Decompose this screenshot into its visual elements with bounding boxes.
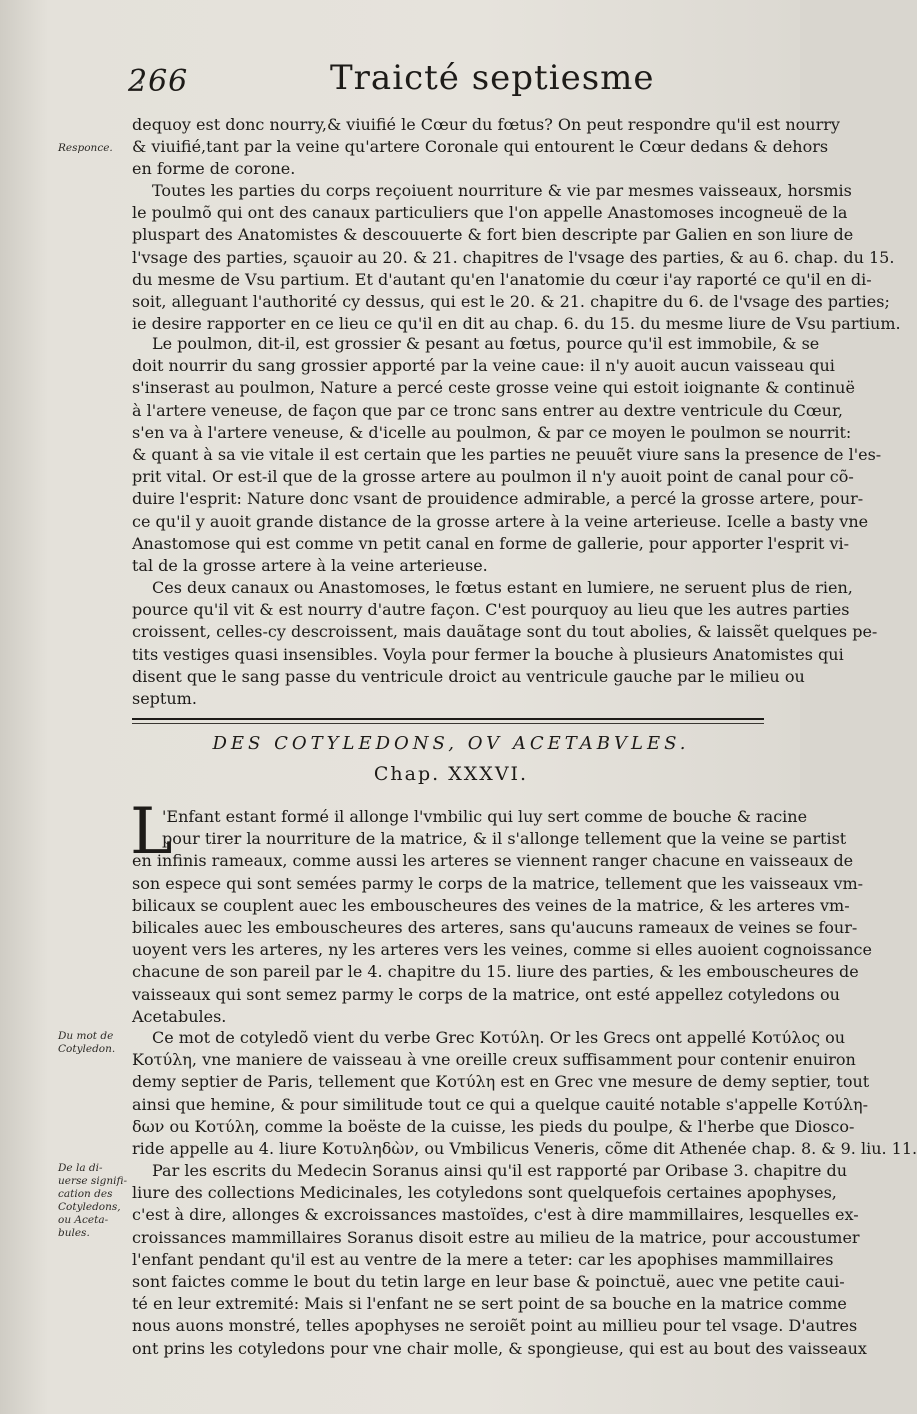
text-line: ie desire rapporter en ce lieu ce qu'il en dit au chap. 6. du 15. du mesme liure de Vsu partium. <box>132 314 901 334</box>
text-line: pour tirer la nourriture de la matrice, & il s'allonge tellement que la veine se partist <box>162 829 847 849</box>
text-line: & quant à sa vie vitale il est certain que les parties ne peuuẽt viure sans la presence de l'es- <box>132 444 882 464</box>
text-line: sont faictes comme le bout du tetin large en leur base & poinctuë, auec vne petite caui- <box>132 1271 845 1291</box>
margin-note-du-mot: Du mot de Cotyledon. <box>58 1030 116 1055</box>
text-line: δων ou Κοτύλη, comme la boëste de la cuisse, les pieds du poulpe, & l'herbe que Dioscο- <box>132 1116 855 1136</box>
drop-cap: L <box>130 795 173 869</box>
text-line: prit vital. Or est-il que de la grosse artere au poulmon il n'y auoit point de canal pour cõ- <box>132 467 854 487</box>
text-line: pluspart des Anatomistes & descouuerte & fort bien descripte par Galien en son liure de <box>132 225 854 245</box>
text-line: croissances mammillaires Soranus disoit estre au milieu de la matrice, pour accoustumer <box>132 1227 860 1247</box>
text-line: s'en va à l'artere veneuse, & d'icelle au poulmon, & par ce moyen le poulmon se nourrit: <box>132 422 852 442</box>
page-number: 266 <box>128 64 189 99</box>
text-line: bilicales auec les embouscheures des arteres, sans qu'aucuns rameaux de veines se four- <box>132 917 858 937</box>
running-title: Traicté septiesme <box>330 58 655 98</box>
text-line: doit nourrir du sang grossier apporté par la veine caue: il n'y auoit aucun vaisseau qui <box>132 356 835 376</box>
text-line: pource qu'il vit & est nourry d'autre façon. C'est pourquoy au lieu que les autres parties <box>132 600 850 620</box>
text-line: ride appelle au 4. liure Κοτυληδὼν, ou Vmbilicus Veneris, cõme dit Athenée chap. 8. & 9. liu. 11. <box>132 1138 917 1158</box>
text-line: uoyent vers les arteres, ny les arteres vers les veines, comme si elles auoient cognoissance <box>132 940 872 960</box>
paragraph-poulmon <box>132 333 882 577</box>
section-rule <box>132 718 764 720</box>
chapter-label: Chap. XXXVI. <box>373 763 529 785</box>
text-line: bilicaux se couplent auec les embouscheures des veines de la matrice, & les arteres vm- <box>132 895 850 915</box>
text-line: croissent, celles-cy descroissent, mais dauãtage sont du tout abolies, & laissẽt quelques pe- <box>132 622 878 642</box>
text-line: dequoy est donc nourry,& viuifié le Cœur du fœtus? On peut respondre qu'il est nourry <box>132 115 840 134</box>
margin-note-responce: Responce. <box>58 142 113 154</box>
text-line: septum. <box>132 688 197 708</box>
text-line: le poulmõ qui ont des canaux particuliers que l'on appelle Anastomoses incogneuë de la <box>132 203 848 223</box>
text-line: ont prins les cotyledons pour vne chair molle, & spongieuse, qui est au bout des vaisseaux <box>132 1338 867 1358</box>
text-line: liure des collections Medicinales, les cotyledons sont quelquefois certaines apophyses, <box>132 1183 837 1203</box>
text-line: en forme de corone. <box>132 159 296 179</box>
text-line: Anastomose qui est comme vn petit canal en forme de gallerie, pour apporter l'esprit vi- <box>132 533 850 553</box>
margin-note-diverse-signification: De la di-uerse signifi-cation des Cotyledons, ou Aceta-bules. <box>58 1162 128 1239</box>
text-line: l'vsage des parties, sçauoir au 20. & 21. chapitres de l'vsage des parties, & au 6. chap. du 15. <box>132 247 895 267</box>
running-head <box>0 58 800 108</box>
text-line: ainsi que hemine, & pour similitude tout ce qui a quelque cauité notable s'appelle Κοτύλη- <box>132 1094 869 1114</box>
text-line: Toutes les parties du corps reçoiuent nourriture & vie par mesmes vaisseaux, horsmis <box>152 181 852 200</box>
paragraph-canaux <box>132 577 878 710</box>
text-line: ce qu'il y auoit grande distance de la grosse artere à la veine arterieuse. Icelle a basty vne <box>132 511 869 531</box>
text-line: Par les escrits du Medecin Soranus ainsi qu'il est rapporté par Oribase 3. chapitre du <box>152 1161 848 1180</box>
text-line: s'inserast au poulmon, Nature a percé ceste grosse veine qui estoit ioignante & continuë <box>132 378 855 398</box>
text-line: Acetabules. <box>132 1006 227 1026</box>
section-title: DES COTYLEDONS, OV ACETABVLES. <box>212 733 690 754</box>
text-line: Le poulmon, dit-il, est grossier & pesant au fœtus, pource qu'il est immobile, & se <box>152 334 820 353</box>
text-line: Ces deux canaux ou Anastomoses, le fœtus estant en lumiere, ne seruent plus de rien, <box>152 578 853 597</box>
text-line: vaisseaux qui sont semez parmy le corps de la matrice, ont esté appellez cotyledons ou <box>132 984 840 1004</box>
text-line: son espece qui sont semées parmy le corps de la matrice, tellement que les vaisseaux vm- <box>132 873 864 893</box>
text-line: c'est à dire, allonges & excroissances mastoïdes, c'est à dire mammillaires, lesquelles ex- <box>132 1205 859 1225</box>
paragraph-responce <box>132 114 840 181</box>
text-line: té en leur extremité: Mais si l'enfant ne se sert point de sa bouche en la matrice comme <box>132 1294 847 1314</box>
text-line: à l'artere veneuse, de façon que par ce tronc sans entrer au dextre ventricule du Cœur, <box>132 400 843 420</box>
paragraph-soranus <box>132 1160 867 1360</box>
text-line: du mesme de Vsu partium. Et d'autant qu'en l'anatomie du cœur i'ay raporté ce qu'il en di- <box>132 269 872 289</box>
text-line: Ce mot de cotyledõ vient du verbe Grec Κοτύλη. Or les Grecs ont appellé Κοτύλος ou <box>152 1028 846 1047</box>
text-line: 'Enfant estant formé il allonge l'vmbilic qui luy sert comme de bouche & racine <box>162 807 808 826</box>
text-line: l'enfant pendant qu'il est au ventre de la mere a teter: car les apophises mammillaires <box>132 1249 834 1269</box>
text-line: soit, alleguant l'authorité cy dessus, qui est le 20. & 21. chapitre du 6. de l'vsage des parties; <box>132 291 890 311</box>
text-line: & viuifié,tant par la veine qu'artere Coronale qui entourent le Cœur dedans & dehors <box>132 137 829 157</box>
text-line: nous auons monstré, telles apophyses ne seroiẽt point au millieu pour tel vsage. D'autres <box>132 1316 858 1336</box>
text-line: duire l'esprit: Nature donc vsant de prouidence admirable, a percé la grosse artere, pour- <box>132 489 864 509</box>
paragraph-anastomoses <box>132 180 901 335</box>
text-line: en infinis rameaux, comme aussi les arteres se viennent ranger chacune en vaisseaux de <box>132 851 854 871</box>
paragraph-mot-cotyledon <box>132 1027 917 1160</box>
section-rule-thin <box>132 723 764 724</box>
text-line: disent que le sang passe du ventricule droict au ventricule gauche par le milieu ou <box>132 666 805 686</box>
text-line: chacune de son pareil par le 4. chapitre du 15. liure des parties, & les embouscheures de <box>132 962 859 982</box>
text-line: tits vestiges quasi insensibles. Voyla pour fermer la bouche à plusieurs Anatomistes qui <box>132 644 844 664</box>
text-line: tal de la grosse artere à la veine arterieuse. <box>132 555 488 575</box>
text-line: demy septier de Paris, tellement que Κοτύλη est en Grec vne mesure de demy septier, tout <box>132 1072 870 1092</box>
text-line: Κοτύλη, vne maniere de vaisseau à vne oreille creux suffisamment pour contenir enuiron <box>132 1050 856 1070</box>
paragraph-enfant <box>132 806 872 1028</box>
